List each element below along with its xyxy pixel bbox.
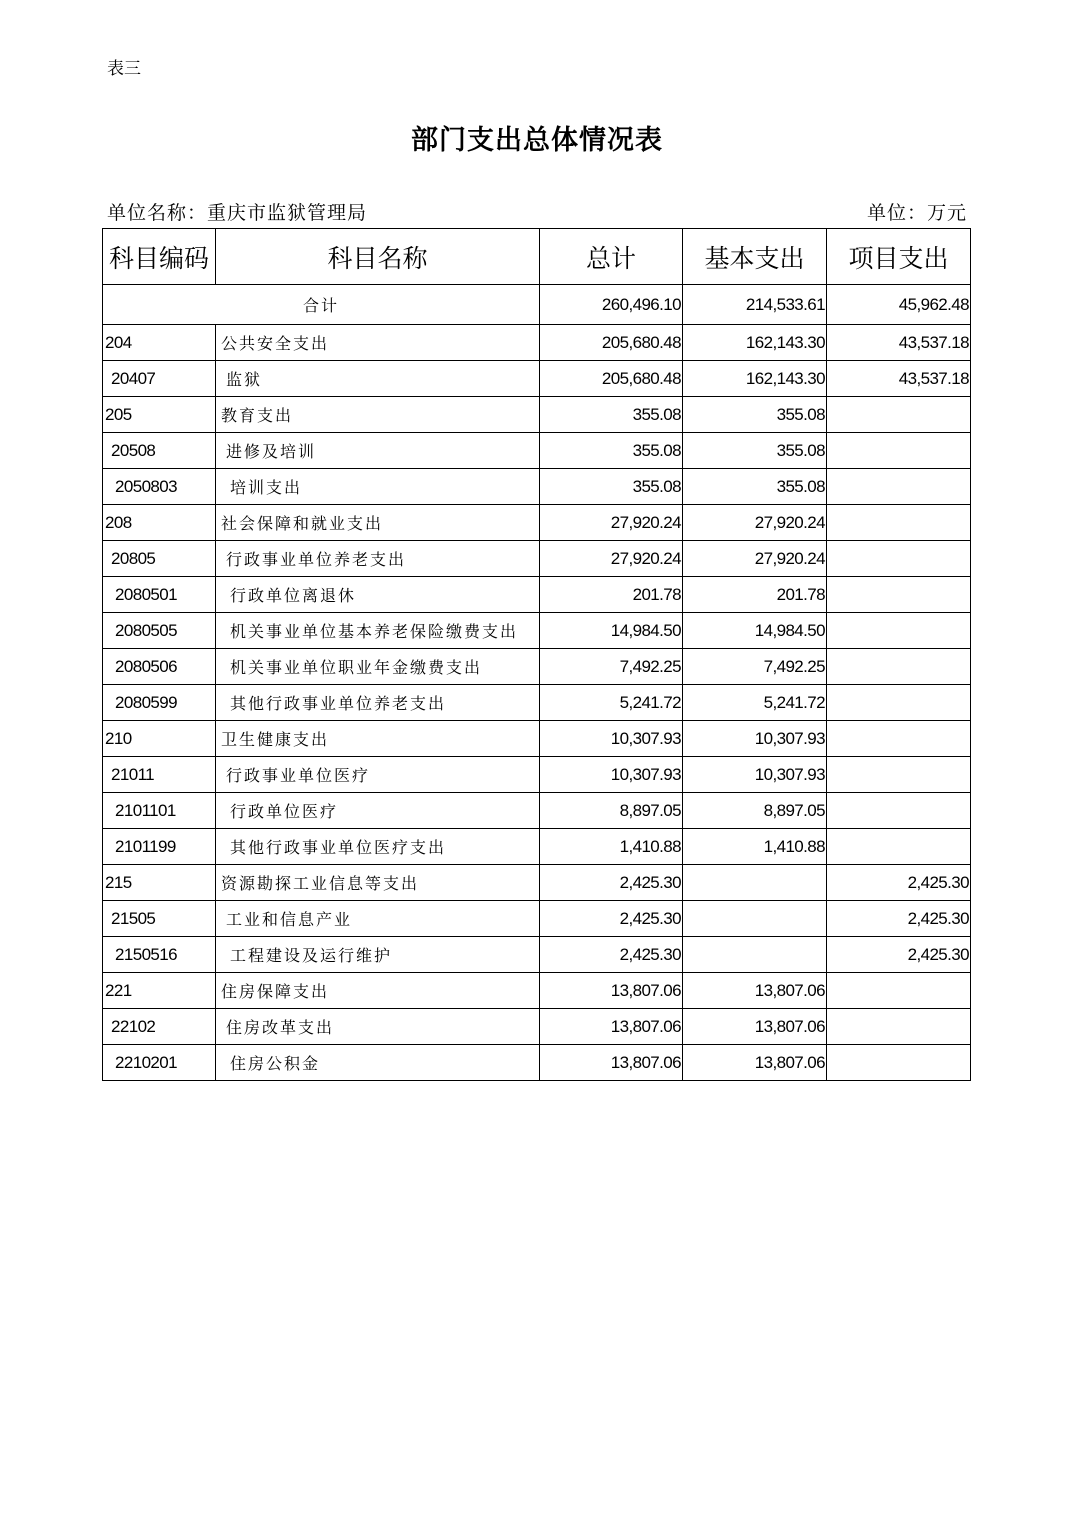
table-row bbox=[103, 361, 971, 397]
row-code: 204 bbox=[103, 325, 216, 361]
row-project bbox=[827, 1045, 971, 1081]
row-code: 208 bbox=[103, 505, 216, 541]
row-name: 工业和信息产业 bbox=[216, 901, 540, 937]
page-title: 部门支出总体情况表 bbox=[411, 125, 663, 156]
header-total: 总计 bbox=[540, 229, 683, 285]
row-name: 行政事业单位医疗 bbox=[216, 757, 540, 793]
table-row bbox=[103, 1045, 971, 1081]
row-project: 2,425.30 bbox=[827, 937, 971, 973]
row-name: 其他行政事业单位养老支出 bbox=[216, 685, 540, 721]
header-code: 科目编码 bbox=[103, 229, 216, 285]
row-project bbox=[827, 469, 971, 505]
table-row bbox=[103, 541, 971, 577]
row-code: 21505 bbox=[103, 901, 216, 937]
row-project bbox=[827, 721, 971, 757]
row-code: 2080599 bbox=[103, 685, 216, 721]
row-project bbox=[827, 577, 971, 613]
row-project bbox=[827, 541, 971, 577]
row-basic: 1,410.88 bbox=[683, 829, 827, 865]
table-row bbox=[103, 973, 971, 1009]
total-total: 260,496.10 bbox=[540, 285, 683, 325]
row-total: 205,680.48 bbox=[540, 325, 683, 361]
row-name: 资源勘探工业信息等支出 bbox=[216, 865, 540, 901]
row-total: 14,984.50 bbox=[540, 613, 683, 649]
row-project bbox=[827, 685, 971, 721]
row-total: 205,680.48 bbox=[540, 361, 683, 397]
table-row bbox=[103, 937, 971, 973]
row-project bbox=[827, 829, 971, 865]
row-code: 215 bbox=[103, 865, 216, 901]
row-name: 工程建设及运行维护 bbox=[216, 937, 540, 973]
row-basic: 10,307.93 bbox=[683, 757, 827, 793]
row-project bbox=[827, 973, 971, 1009]
row-code: 2080501 bbox=[103, 577, 216, 613]
row-total: 10,307.93 bbox=[540, 757, 683, 793]
row-name: 培训支出 bbox=[216, 469, 540, 505]
row-code: 21011 bbox=[103, 757, 216, 793]
table-row bbox=[103, 613, 971, 649]
table-row bbox=[103, 757, 971, 793]
row-name: 住房改革支出 bbox=[216, 1009, 540, 1045]
row-basic: 162,143.30 bbox=[683, 361, 827, 397]
row-code: 210 bbox=[103, 721, 216, 757]
row-project bbox=[827, 613, 971, 649]
header-name: 科目名称 bbox=[216, 229, 540, 285]
row-code: 205 bbox=[103, 397, 216, 433]
row-name: 公共安全支出 bbox=[216, 325, 540, 361]
row-basic: 162,143.30 bbox=[683, 325, 827, 361]
table-row bbox=[103, 793, 971, 829]
row-total: 7,492.25 bbox=[540, 649, 683, 685]
row-total: 2,425.30 bbox=[540, 901, 683, 937]
row-total: 1,410.88 bbox=[540, 829, 683, 865]
row-project bbox=[827, 505, 971, 541]
total-label: 合计 bbox=[103, 285, 540, 325]
table-row bbox=[103, 325, 971, 361]
row-total: 355.08 bbox=[540, 433, 683, 469]
header-basic: 基本支出 bbox=[683, 229, 827, 285]
row-total: 8,897.05 bbox=[540, 793, 683, 829]
table-row bbox=[103, 469, 971, 505]
row-project bbox=[827, 649, 971, 685]
row-basic: 355.08 bbox=[683, 397, 827, 433]
table-row bbox=[103, 685, 971, 721]
row-total: 355.08 bbox=[540, 397, 683, 433]
row-name: 行政单位离退休 bbox=[216, 577, 540, 613]
row-project bbox=[827, 1009, 971, 1045]
row-name: 行政单位医疗 bbox=[216, 793, 540, 829]
row-total: 27,920.24 bbox=[540, 541, 683, 577]
row-basic: 355.08 bbox=[683, 433, 827, 469]
table-header-row bbox=[103, 229, 971, 285]
row-total: 13,807.06 bbox=[540, 1045, 683, 1081]
row-basic: 5,241.72 bbox=[683, 685, 827, 721]
row-code: 2101101 bbox=[103, 793, 216, 829]
row-basic: 14,984.50 bbox=[683, 613, 827, 649]
row-code: 20407 bbox=[103, 361, 216, 397]
row-total: 2,425.30 bbox=[540, 937, 683, 973]
row-project: 43,537.18 bbox=[827, 361, 971, 397]
unit-name: 单位名称：重庆市监狱管理局 bbox=[107, 202, 368, 224]
row-total: 5,241.72 bbox=[540, 685, 683, 721]
row-total: 13,807.06 bbox=[540, 973, 683, 1009]
total-row bbox=[103, 285, 971, 325]
table-row bbox=[103, 577, 971, 613]
row-name: 其他行政事业单位医疗支出 bbox=[216, 829, 540, 865]
row-total: 2,425.30 bbox=[540, 865, 683, 901]
row-name: 住房保障支出 bbox=[216, 973, 540, 1009]
row-code: 2050803 bbox=[103, 469, 216, 505]
row-total: 27,920.24 bbox=[540, 505, 683, 541]
table-row bbox=[103, 505, 971, 541]
table-row bbox=[103, 865, 971, 901]
row-total: 355.08 bbox=[540, 469, 683, 505]
row-basic: 27,920.24 bbox=[683, 505, 827, 541]
row-code: 22102 bbox=[103, 1009, 216, 1045]
row-project: 43,537.18 bbox=[827, 325, 971, 361]
row-name: 教育支出 bbox=[216, 397, 540, 433]
row-project bbox=[827, 757, 971, 793]
header-project: 项目支出 bbox=[827, 229, 971, 285]
row-name: 卫生健康支出 bbox=[216, 721, 540, 757]
row-name: 行政事业单位养老支出 bbox=[216, 541, 540, 577]
row-name: 进修及培训 bbox=[216, 433, 540, 469]
row-basic: 13,807.06 bbox=[683, 1045, 827, 1081]
row-basic: 13,807.06 bbox=[683, 1009, 827, 1045]
row-name: 监狱 bbox=[216, 361, 540, 397]
row-name: 机关事业单位职业年金缴费支出 bbox=[216, 649, 540, 685]
row-name: 机关事业单位基本养老保险缴费支出 bbox=[216, 613, 540, 649]
row-basic bbox=[683, 937, 827, 973]
row-basic bbox=[683, 901, 827, 937]
row-total: 201.78 bbox=[540, 577, 683, 613]
row-code: 2210201 bbox=[103, 1045, 216, 1081]
row-basic: 201.78 bbox=[683, 577, 827, 613]
table-row bbox=[103, 901, 971, 937]
row-basic bbox=[683, 865, 827, 901]
row-basic: 27,920.24 bbox=[683, 541, 827, 577]
row-project bbox=[827, 397, 971, 433]
row-name: 住房公积金 bbox=[216, 1045, 540, 1081]
expenditure-table bbox=[102, 228, 971, 1081]
row-code: 221 bbox=[103, 973, 216, 1009]
table-row bbox=[103, 397, 971, 433]
table-row bbox=[103, 1009, 971, 1045]
row-code: 2150516 bbox=[103, 937, 216, 973]
unit-label: 单位：万元 bbox=[866, 202, 967, 224]
row-basic: 7,492.25 bbox=[683, 649, 827, 685]
row-code: 2080506 bbox=[103, 649, 216, 685]
row-project: 2,425.30 bbox=[827, 901, 971, 937]
row-code: 20508 bbox=[103, 433, 216, 469]
row-basic: 355.08 bbox=[683, 469, 827, 505]
table-row bbox=[103, 829, 971, 865]
row-code: 20805 bbox=[103, 541, 216, 577]
row-project: 2,425.30 bbox=[827, 865, 971, 901]
row-total: 13,807.06 bbox=[540, 1009, 683, 1045]
page-label: 表三 bbox=[107, 59, 141, 79]
row-name: 社会保障和就业支出 bbox=[216, 505, 540, 541]
total-project: 45,962.48 bbox=[827, 285, 971, 325]
row-project bbox=[827, 433, 971, 469]
table-row bbox=[103, 433, 971, 469]
row-basic: 8,897.05 bbox=[683, 793, 827, 829]
table-row bbox=[103, 649, 971, 685]
row-project bbox=[827, 793, 971, 829]
row-code: 2101199 bbox=[103, 829, 216, 865]
total-basic: 214,533.61 bbox=[683, 285, 827, 325]
row-code: 2080505 bbox=[103, 613, 216, 649]
table-row bbox=[103, 721, 971, 757]
row-basic: 13,807.06 bbox=[683, 973, 827, 1009]
row-basic: 10,307.93 bbox=[683, 721, 827, 757]
row-total: 10,307.93 bbox=[540, 721, 683, 757]
